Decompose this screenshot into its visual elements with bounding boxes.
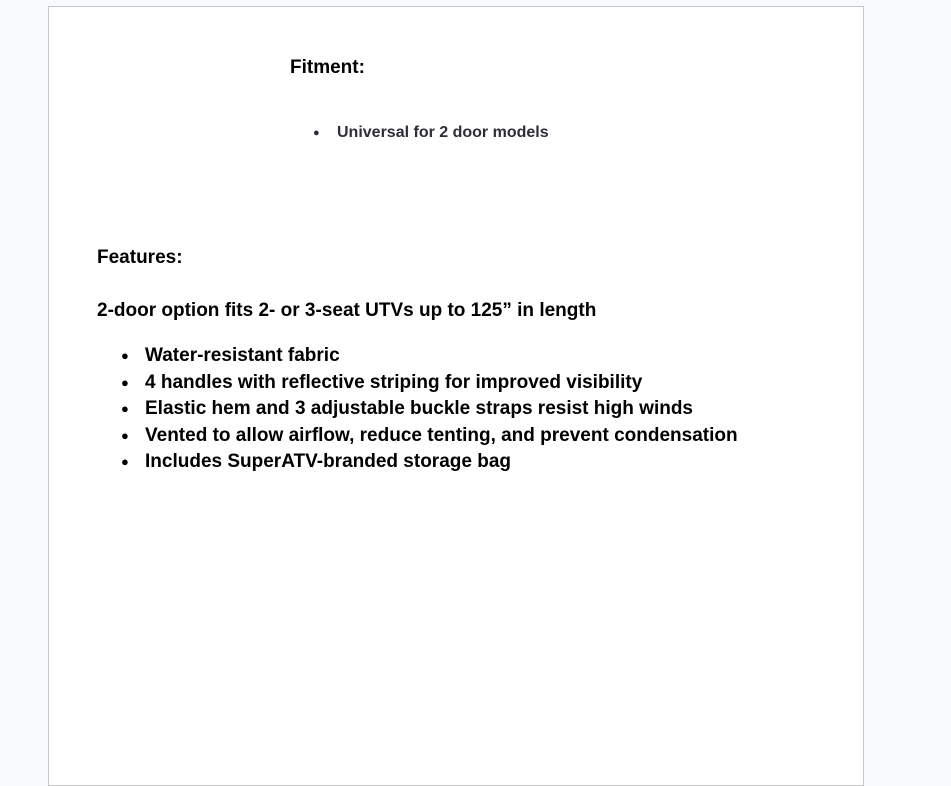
fitment-list <box>313 124 549 142</box>
list-item <box>313 124 549 142</box>
bullet-icon: ● <box>121 348 129 363</box>
list-item <box>121 343 738 370</box>
fitment-heading: Fitment: <box>290 57 365 78</box>
list-item-text: 4 handles with reflective striping for improved visibility <box>145 371 643 393</box>
bullet-icon: ● <box>121 401 129 416</box>
features-list <box>121 343 738 476</box>
document-page[interactable] <box>48 6 864 786</box>
list-item <box>121 423 738 450</box>
features-heading: Features: <box>97 247 183 268</box>
bullet-icon: ● <box>121 374 129 390</box>
list-item-text: Elastic hem and 3 adjustable buckle straps resist high winds <box>145 398 694 419</box>
bullet-icon: ● <box>121 427 129 443</box>
features-intro: 2-door option fits 2- or 3-seat UTVs up to 125” in length <box>97 300 597 321</box>
list-item-text: Water-resistant fabric <box>145 345 340 366</box>
list-item-text: Vented to allow airflow, reduce tenting, and prevent condensation <box>145 424 738 446</box>
list-item <box>121 370 738 397</box>
list-item <box>121 449 738 476</box>
list-item-text: Universal for 2 door models <box>337 124 549 141</box>
bullet-icon: ● <box>121 454 129 469</box>
bullet-icon: ● <box>313 127 320 139</box>
list-item-text: Includes SuperATV-branded storage bag <box>145 451 511 472</box>
list-item <box>121 396 738 423</box>
